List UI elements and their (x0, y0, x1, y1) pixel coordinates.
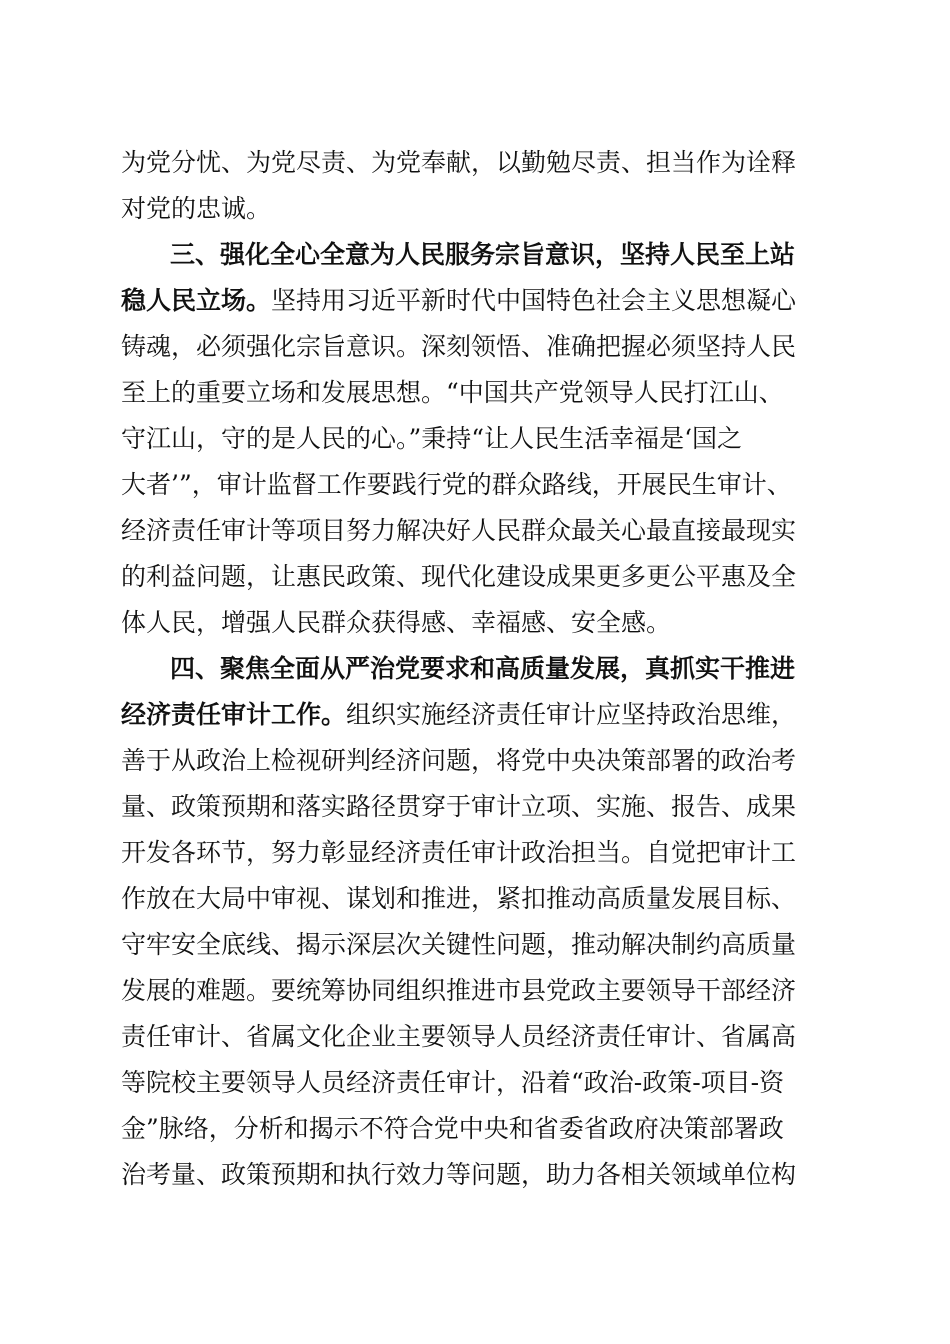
body-text: 治考量、政策预期和执行效力等问题，助力各相关领域单位构 (121, 1160, 797, 1189)
heading-text: 四、聚焦全面从严治党要求和高质量发展，真抓实干推进 (170, 654, 796, 683)
section-heading-4 (0, 647, 950, 691)
body-text: 坚持用习近平新时代中国特色社会主义思想凝心 (271, 286, 797, 315)
body-text: 等院校主要领导人员经济责任审计，沿着“政治-政策-项目-资 (121, 1068, 785, 1097)
body-text: 经济责任审计等项目努力解决好人民群众最关心最直接最现实 (121, 516, 797, 545)
text-line (0, 1107, 950, 1151)
body-text: 对党的忠诚。 (121, 194, 272, 223)
text-line (0, 831, 950, 875)
text-line (0, 279, 950, 323)
body-text: 铸魂，必须强化宗旨意识。深刻领悟、准确把握必须坚持人民 (121, 332, 797, 361)
heading-text: 稳人民立场。 (121, 286, 272, 315)
body-text: 量、政策预期和落实路径贯穿于审计立项、实施、报告、成果 (121, 792, 797, 821)
body-text: 组织实施经济责任审计应坚持政治思维， (346, 700, 797, 729)
text-line (0, 1015, 950, 1059)
body-text: 大者’”，审计监督工作要践行党的群众路线，开展民生审计、 (121, 470, 792, 499)
text-line (0, 371, 950, 415)
body-text: 责任审计、省属文化企业主要领导人员经济责任审计、省属高 (121, 1022, 797, 1051)
body-text: 金”脉络，分析和揭示不符合党中央和省委省政府决策部署政 (121, 1114, 784, 1143)
text-line (0, 141, 950, 185)
text-line (0, 923, 950, 967)
text-line (0, 463, 950, 507)
body-text: 至上的重要立场和发展思想。“中国共产党领导人民打江山、 (121, 378, 784, 407)
body-text: 为党分忧、为党尽责、为党奉献，以勤勉尽责、担当作为诠释 (121, 148, 797, 177)
body-text: 作放在大局中审视、谋划和推进，紧扣推动高质量发展目标、 (121, 884, 797, 913)
text-line (0, 509, 950, 553)
text-line (0, 555, 950, 599)
text-line (0, 739, 950, 783)
text-line (0, 785, 950, 829)
body-text: 的利益问题，让惠民政策、现代化建设成果更多更公平惠及全 (121, 562, 797, 591)
body-text: 守江山，守的是人民的心。”秉持“让人民生活幸福是‘国之 (121, 424, 743, 453)
text-line (0, 325, 950, 369)
text-line (0, 969, 950, 1013)
text-line (0, 601, 950, 645)
heading-text: 经济责任审计工作。 (121, 700, 347, 729)
body-text: 善于从政治上检视研判经济问题，将党中央决策部署的政治考 (121, 746, 797, 775)
heading-text: 三、强化全心全意为人民服务宗旨意识，坚持人民至上站 (170, 240, 796, 269)
body-text: 守牢安全底线、揭示深层次关键性问题，推动解决制约高质量 (121, 930, 797, 959)
text-line (0, 187, 950, 231)
text-line (0, 693, 950, 737)
section-heading-3 (0, 233, 950, 277)
body-text: 发展的难题。要统筹协同组织推进市县党政主要领导干部经济 (121, 976, 797, 1005)
text-line (0, 1061, 950, 1105)
text-line (0, 417, 950, 461)
text-line (0, 1153, 950, 1197)
body-text: 开发各环节，努力彰显经济责任审计政治担当。自觉把审计工 (121, 838, 797, 867)
body-text: 体人民，增强人民群众获得感、幸福感、安全感。 (121, 608, 672, 637)
text-line (0, 877, 950, 921)
